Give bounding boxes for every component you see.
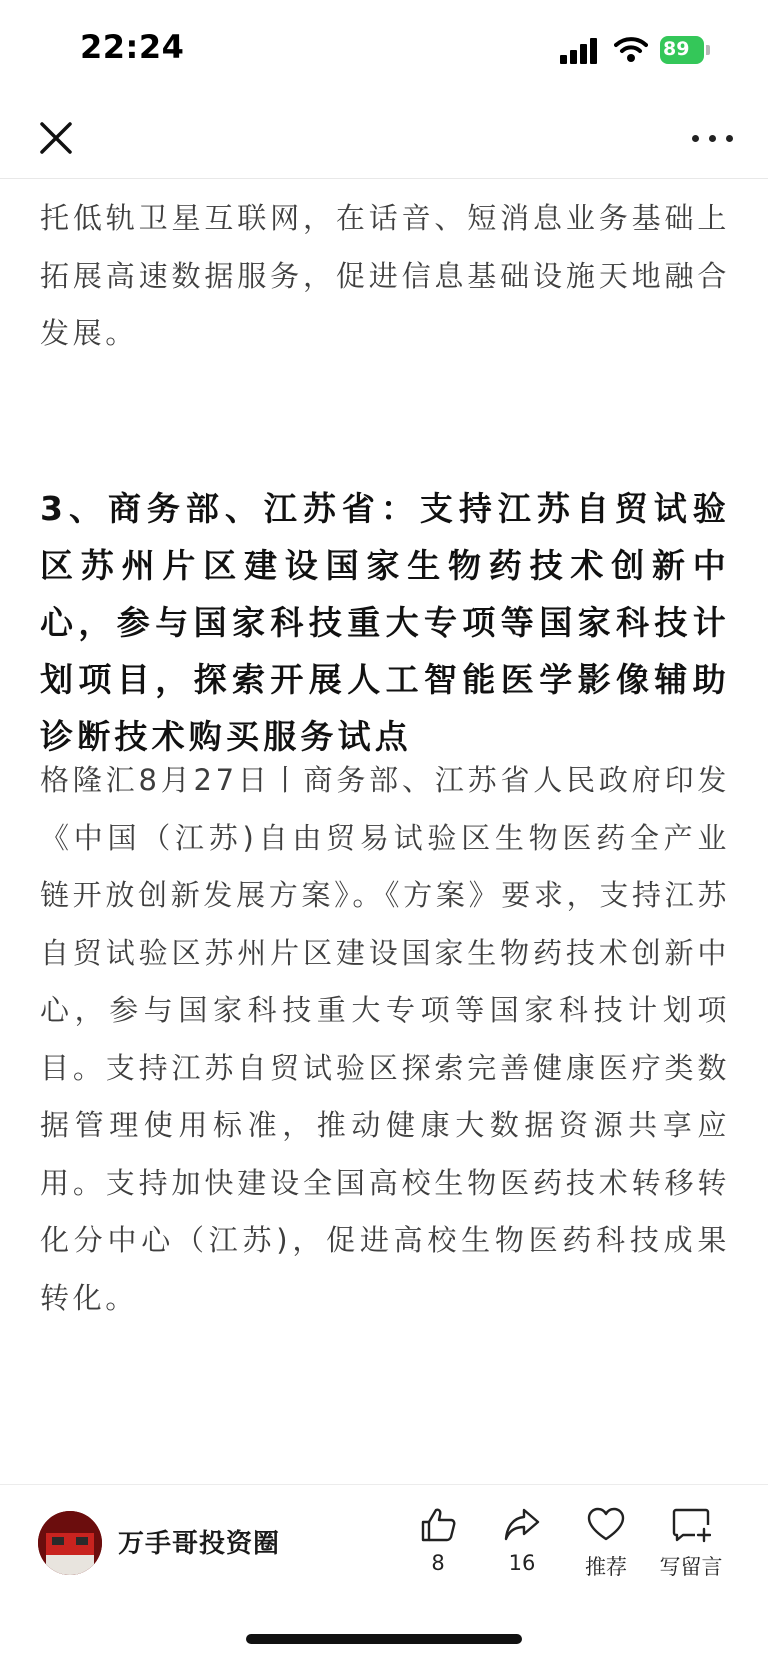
status-bar (0, 0, 768, 100)
home-indicator[interactable] (246, 1634, 522, 1644)
more-options-button[interactable] (690, 120, 736, 156)
author-avatar[interactable] (38, 1511, 102, 1575)
close-icon (36, 118, 76, 158)
status-time: 22:24 (80, 28, 185, 66)
article-paragraph-top: 托低轨卫星互联网，在话音、短消息业务基础上拓展高速数据服务，促进信息基础设施天地融合发展。 (40, 201, 730, 350)
share-button[interactable] (482, 1505, 562, 1575)
share-arrow-icon (502, 1505, 542, 1545)
write-comment-button[interactable] (651, 1505, 731, 1581)
more-options-icon (692, 135, 699, 142)
write-comment-label: 写留言 (659, 1555, 723, 1579)
like-button[interactable] (398, 1505, 478, 1575)
article-paragraph-body: 格隆汇8月27日丨商务部、江苏省人民政府印发《中国（江苏)自由贸易试验区生物医药全产业链开放创新发展方案》。《方案》要求，支持江苏自贸试验区苏州片区建设国家生物药技术创新中心，参与国家科技重大专项等国家科技计划项目。支持江苏自贸试验区探索完善健康医疗类数据管理使用标准，推动健康大数据资源共享应用。支持加快建设全国高校生物医药技术转移转化分中心（江苏)，促进高校生物医药科技成果转化。 (40, 763, 730, 1315)
recommend-button[interactable] (566, 1505, 646, 1581)
article-heading: 3、商务部、江苏省：支持江苏自贸试验区苏州片区建设国家生物药技术创新中心，参与国家科技重大专项等国家科技计划项目，探索开展人工智能医学影像辅助诊断技术购买服务试点 (40, 489, 730, 756)
battery-level: 89 (663, 38, 690, 60)
share-count: 16 (508, 1551, 536, 1575)
comment-add-icon (671, 1505, 711, 1545)
recommend-label: 推荐 (585, 1555, 627, 1579)
bottom-action-bar (0, 1484, 768, 1595)
article-content (0, 150, 768, 1480)
heart-icon (586, 1505, 626, 1545)
close-button[interactable] (36, 118, 76, 158)
thumbs-up-icon (418, 1505, 458, 1545)
like-count: 8 (431, 1551, 445, 1575)
author-name[interactable]: 万手哥投资圈 (118, 1529, 281, 1559)
cellular-signal-icon (560, 38, 600, 64)
nav-bar (0, 100, 768, 179)
battery-charging-icon (660, 36, 710, 64)
wifi-icon (614, 34, 648, 64)
